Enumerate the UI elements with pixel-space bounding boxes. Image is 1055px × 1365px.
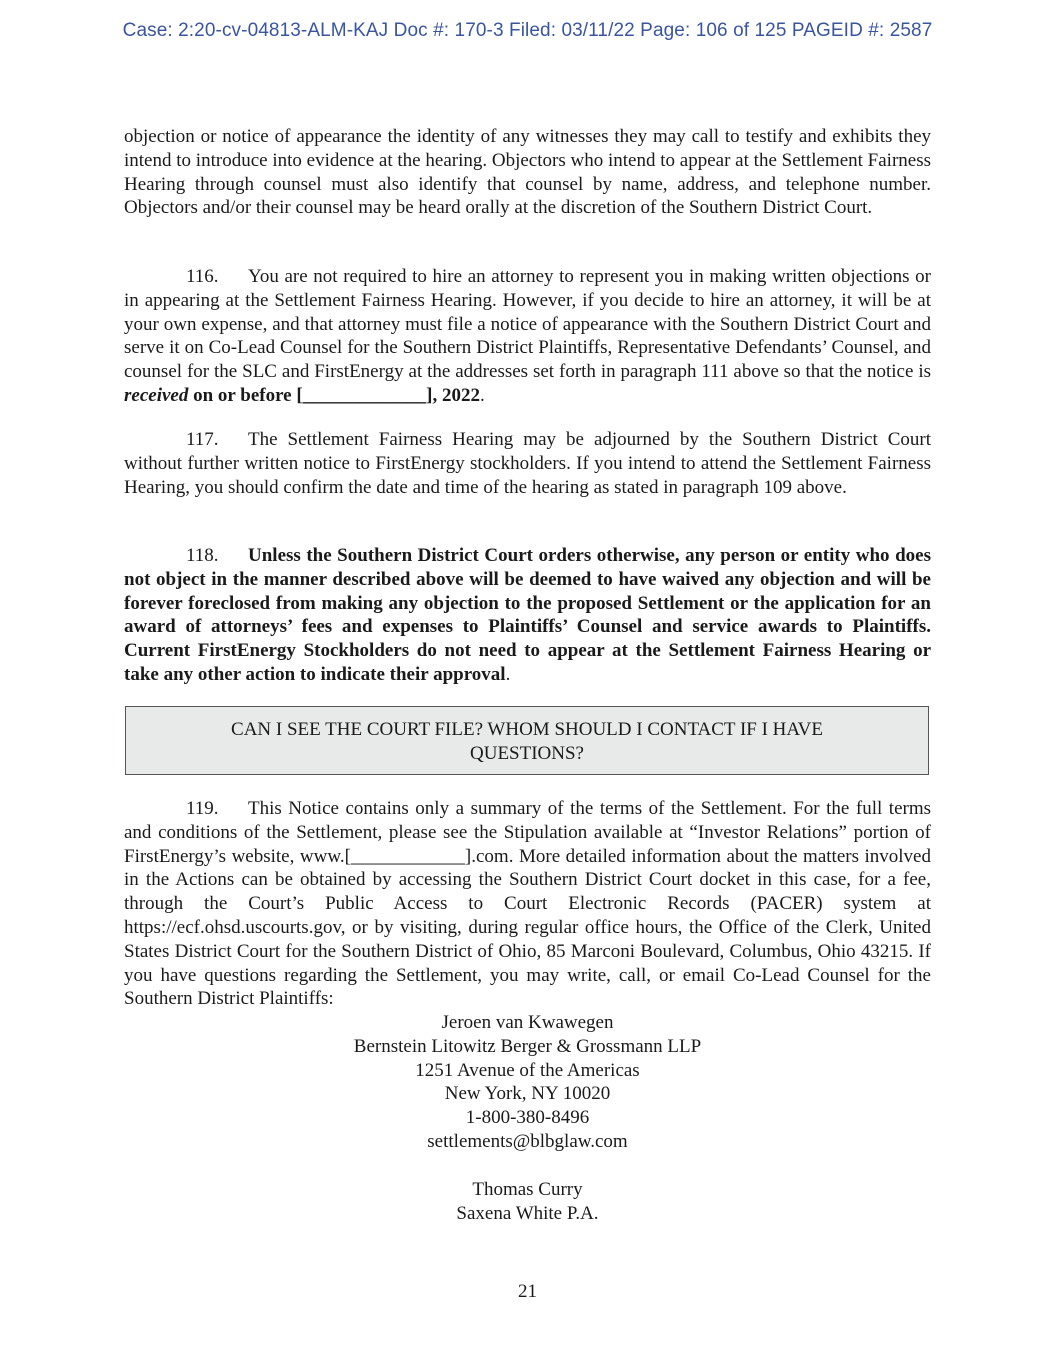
contact-firm: Bernstein Litowitz Berger & Grossmann LLP bbox=[353, 1035, 702, 1057]
period: . bbox=[480, 384, 485, 406]
paragraph-text: This Notice contains only a summary of the terms of the Settlement. For the full terms and conditions of the Settlement, please see the Stipulation available at “Investor Relations” portion of FirstEnergy’s website, www.[____________].com. More detailed information about the matters involved in the Actions can be obtained by accessing the Southern District Court docket in this case, for a fee, through the Court’s Public Access to Court Electronic Records (PACER) system at https://ecf.ohsd.uscourts.gov, or by visiting, during regular office hours, the Office of the Clerk, United States District Court for the Southern District of Ohio, 85 Marconi Boulevard, Columbus, Ohio 43215. If you have questions regarding the Settlement, you may write, call, or email Co-Lead Counsel for the Southern District Plaintiffs: bbox=[124, 798, 931, 1010]
contact-street: 1251 Avenue of the Americas bbox=[415, 1059, 640, 1081]
deadline-text: on or before [_____________], 2022 bbox=[188, 384, 481, 406]
contact-email: settlements@blbglaw.com bbox=[427, 1130, 628, 1152]
paragraph-text: You are not required to hire an attorney to represent you in making written objections or in appearing at the Settlement Fairness Hearing. However, if you decide to hire an attorney, it will be at your own expense, and that attorney must file a notice of appearance with the Southern District Court and serve it on Co-Lead Counsel for the Southern District Plaintiffs, Representative Defendants’ Counsel, and counsel for the SLC and FirstEnergy at the addresses set forth in paragraph 111 above so that the notice is bbox=[124, 266, 931, 383]
contact-block-2 bbox=[124, 1178, 931, 1226]
contact-city: New York, NY 10020 bbox=[444, 1083, 611, 1105]
paragraph-117 bbox=[124, 428, 931, 499]
paragraph-number: 117. bbox=[186, 429, 219, 450]
section-heading-box: CAN I SEE THE COURT FILE? WHOM SHOULD I CONTACT IF I HAVE QUESTIONS? bbox=[125, 706, 929, 775]
contact-block-1 bbox=[124, 1011, 931, 1154]
contact-firm: Saxena White P.A. bbox=[456, 1202, 599, 1224]
page-number: 21 bbox=[518, 1281, 537, 1302]
contact-name: Jeroen van Kwawegen bbox=[441, 1012, 614, 1033]
contact-phone: 1-800-380-8496 bbox=[465, 1107, 590, 1129]
paragraph-118 bbox=[124, 544, 931, 687]
period: . bbox=[505, 663, 511, 685]
paragraph-number: 119. bbox=[186, 798, 219, 819]
paragraph-119 bbox=[124, 797, 931, 1011]
paragraph-bold-text: Unless the Southern District Court orders otherwise, any person or entity who does not object in the manner described above will be deemed to have waived any objection and will be forever foreclosed from making any objection to the proposed Settlement or the application for an award of attorneys’ fees and expenses to Plaintiffs’ Counsel and service awards to Plaintiffs. Current FirstEnergy Stockholders do not need to appear at the Settlement Fairness Hearing or take any other action to indicate their approval bbox=[124, 545, 931, 685]
paragraph-continued: objection or notice of appearance the identity of any witnesses they may call to testify and exhibits they intend to introduce into evidence at the hearing. Objectors who intend to appear at the Settlement Fairness Hearing through counsel must also identify that counsel by name, address, and telephone number. Objectors and/or their counsel may be heard orally at the discretion of the Southern District Court. bbox=[124, 126, 931, 219]
paragraph-number: 116. bbox=[186, 266, 219, 287]
received-emphasis: received bbox=[124, 384, 189, 406]
paragraph-number: 118. bbox=[186, 545, 219, 566]
case-header: Case: 2:20-cv-04813-ALM-KAJ Doc #: 170-3 Filed: 03/11/22 Page: 106 of 125 PAGEID #: 2587 bbox=[122, 20, 933, 41]
paragraph-text: The Settlement Fairness Hearing may be adjourned by the Southern District Court without further written notice to FirstEnergy stockholders. If you intend to attend the Settlement Fairness Hearing, you should confirm the date and time of the hearing as stated in paragraph 109 above. bbox=[124, 429, 931, 498]
paragraph-116 bbox=[124, 265, 931, 408]
contact-name: Thomas Curry bbox=[472, 1179, 583, 1200]
